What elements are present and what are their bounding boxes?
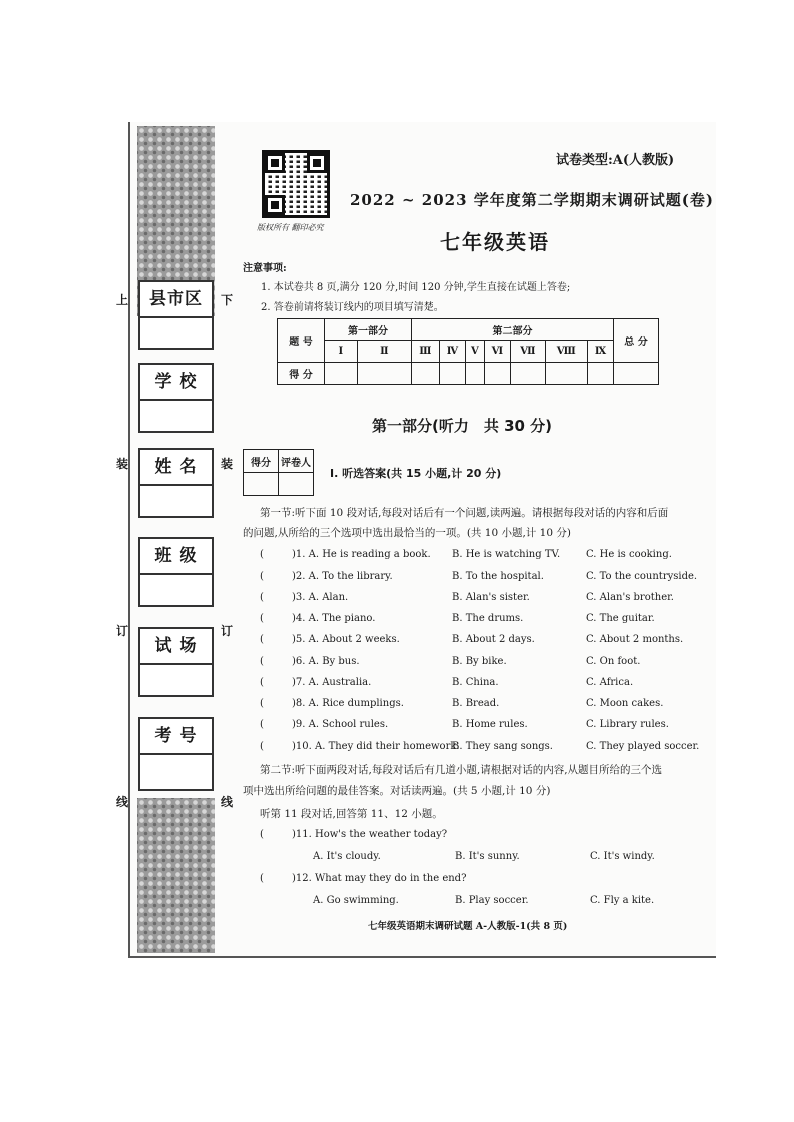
- answer-paren[interactable]: (: [260, 829, 264, 840]
- side-label-zhuang-left: 装: [116, 457, 129, 471]
- side-label-xian-left: 线: [116, 795, 129, 809]
- side-label-ding-left: 订: [116, 624, 129, 638]
- score-row-label-score: 得 分: [278, 363, 325, 385]
- option-a: )8. A. Rice dumplings.: [292, 698, 404, 709]
- score-col-1: Ⅰ: [325, 341, 358, 363]
- score-cell[interactable]: [545, 363, 587, 385]
- dialog-11-instruction: 听第 11 段对话,回答第 11、12 小题。: [260, 808, 443, 820]
- q12-option-c: C. Fly a kite.: [590, 895, 655, 906]
- sub1-instruction-line2: 的问题,从所给的三个选项中选出最恰当的一项。(共 10 小题,计 10 分): [243, 527, 571, 539]
- q11-option-b: B. It's sunny.: [455, 851, 520, 862]
- subject-title: 七年级英语: [440, 230, 550, 254]
- answer-paren[interactable]: (: [260, 634, 264, 645]
- score-col-3: Ⅲ: [411, 341, 439, 363]
- grader-score-cell[interactable]: [244, 473, 279, 496]
- option-a: )1. A. He is reading a book.: [292, 549, 431, 560]
- grader-score-label: 得分: [244, 450, 279, 473]
- side-label-shang: 上: [116, 293, 129, 307]
- copyright-note: 版权所有 翻印必究: [257, 223, 324, 232]
- option-c: C. About 2 months.: [586, 634, 684, 645]
- option-c: C. Alan's brother.: [586, 592, 674, 603]
- qr-code-icon: [262, 150, 330, 218]
- option-b: B. Bread.: [452, 698, 500, 709]
- option-c: C. Library rules.: [586, 719, 669, 730]
- option-a: )10. A. They did their homework.: [292, 741, 460, 752]
- q11-option-c: C. It's windy.: [590, 851, 655, 862]
- option-a: )9. A. School rules.: [292, 719, 389, 730]
- score-row-label-number: 题 号: [278, 319, 325, 363]
- page-footer: 七年级英语期末调研试题 A-人教版-1(共 8 页): [368, 921, 568, 932]
- option-b: B. They sang songs.: [452, 741, 553, 752]
- answer-paren[interactable]: (: [260, 873, 264, 884]
- info-label-class: 班 级: [140, 539, 212, 575]
- info-box-exam-room: [138, 627, 214, 697]
- score-col-2: Ⅱ: [357, 341, 411, 363]
- option-a: )5. A. About 2 weeks.: [292, 634, 400, 645]
- score-total-cell[interactable]: [614, 363, 659, 385]
- q11-option-a: A. It's cloudy.: [313, 851, 381, 862]
- option-c: C. Africa.: [586, 677, 634, 688]
- option-b: B. About 2 days.: [452, 634, 535, 645]
- section-1-title: Ⅰ. 听选答案(共 15 小题,计 20 分): [330, 467, 502, 480]
- sub1-instruction-line1: 第一节:听下面 10 段对话,每段对话后有一个问题,读两遍。请根据每段对话的内容和后面: [260, 507, 669, 519]
- side-label-xian-right: 线: [221, 795, 234, 809]
- option-c: C. To the countryside.: [586, 571, 698, 582]
- option-b: B. He is watching TV.: [452, 549, 561, 560]
- option-a: )3. A. Alan.: [292, 592, 349, 603]
- score-cell[interactable]: [587, 363, 613, 385]
- side-label-ding-right: 订: [221, 624, 234, 638]
- score-cell[interactable]: [466, 363, 485, 385]
- option-a: )4. A. The piano.: [292, 613, 376, 624]
- info-box-exam-number: [138, 717, 214, 791]
- question-stem: )11. How's the weather today?: [292, 829, 448, 840]
- score-part1-header: 第一部分: [325, 319, 412, 341]
- info-box-county: [138, 280, 214, 350]
- option-b: B. Alan's sister.: [452, 592, 530, 603]
- q12-option-b: B. Play soccer.: [455, 895, 529, 906]
- notice-heading: 注意事项:: [243, 263, 287, 274]
- side-label-xia: 下: [221, 293, 234, 307]
- grader-table: [243, 449, 314, 496]
- question-stem: )12. What may they do in the end?: [292, 873, 467, 884]
- score-cell[interactable]: [325, 363, 358, 385]
- option-b: B. By bike.: [452, 656, 507, 667]
- answer-paren[interactable]: (: [260, 592, 264, 603]
- info-field-school[interactable]: [140, 401, 212, 431]
- notice-item-1: 1. 本试卷共 8 页,满分 120 分,时间 120 分钟,学生直接在试题上答卷;: [261, 282, 571, 293]
- exam-title: 2022 ~ 2023 学年度第二学期期末调研试题(卷): [350, 191, 714, 209]
- sub2-instruction-line1: 第二节:听下面两段对话,每段对话后有几道小题,请根据对话的内容,从题目所给的三个选: [260, 764, 663, 776]
- option-a: )2. A. To the library.: [292, 571, 393, 582]
- answer-paren[interactable]: (: [260, 613, 264, 624]
- score-col-5: Ⅴ: [466, 341, 485, 363]
- option-c: C. He is cooking.: [586, 549, 672, 560]
- score-total-header: 总 分: [614, 319, 659, 363]
- info-label-name: 姓 名: [140, 450, 212, 486]
- score-cell[interactable]: [411, 363, 439, 385]
- score-col-9: Ⅸ: [587, 341, 613, 363]
- info-field-exam-number[interactable]: [140, 755, 212, 789]
- option-a: )7. A. Australia.: [292, 677, 372, 688]
- sub2-instruction-line2: 项中选出所给问题的最佳答案。对话读两遍。(共 5 小题,计 10 分): [243, 785, 551, 797]
- option-b: B. To the hospital.: [452, 571, 544, 582]
- info-field-exam-room[interactable]: [140, 665, 212, 695]
- score-cell[interactable]: [511, 363, 545, 385]
- score-col-7: Ⅶ: [511, 341, 545, 363]
- answer-paren[interactable]: (: [260, 677, 264, 688]
- notice-item-2: 2. 答卷前请将装订线内的项目填写清楚。: [261, 302, 444, 313]
- info-field-county[interactable]: [140, 318, 212, 348]
- info-label-school: 学 校: [140, 365, 212, 401]
- info-box-school: [138, 363, 214, 433]
- option-c: C. The guitar.: [586, 613, 655, 624]
- info-field-class[interactable]: [140, 575, 212, 605]
- grader-reviewer-cell[interactable]: [279, 473, 314, 496]
- answer-paren[interactable]: (: [260, 741, 264, 752]
- score-table: [277, 318, 659, 385]
- score-part2-header: 第二部分: [411, 319, 613, 341]
- answer-paren[interactable]: (: [260, 549, 264, 560]
- score-col-6: Ⅵ: [484, 341, 510, 363]
- option-b: B. Home rules.: [452, 719, 528, 730]
- option-c: C. Moon cakes.: [586, 698, 664, 709]
- info-label-exam-room: 试 场: [140, 629, 212, 665]
- side-label-zhuang-right: 装: [221, 457, 234, 471]
- score-col-8: Ⅷ: [545, 341, 587, 363]
- answer-paren[interactable]: (: [260, 571, 264, 582]
- part1-title: 第一部分(听力 共 30 分): [372, 417, 553, 435]
- score-col-4: Ⅳ: [439, 341, 465, 363]
- option-c: C. On foot.: [586, 656, 641, 667]
- option-a: )6. A. By bus.: [292, 656, 360, 667]
- info-label-exam-number: 考 号: [140, 719, 212, 755]
- info-box-name: [138, 448, 214, 518]
- answer-paren[interactable]: (: [260, 656, 264, 667]
- score-cell[interactable]: [357, 363, 411, 385]
- info-field-name[interactable]: [140, 486, 212, 516]
- option-c: C. They played soccer.: [586, 741, 700, 752]
- decorative-pattern-bottom: [137, 798, 215, 953]
- info-box-class: [138, 537, 214, 607]
- info-label-county: 县市区: [140, 282, 212, 318]
- score-cell[interactable]: [484, 363, 510, 385]
- exam-type: 试卷类型:A(人教版): [556, 153, 675, 168]
- option-b: B. The drums.: [452, 613, 524, 624]
- answer-paren[interactable]: (: [260, 719, 264, 730]
- grader-reviewer-label: 评卷人: [279, 450, 314, 473]
- answer-paren[interactable]: (: [260, 698, 264, 709]
- q12-option-a: A. Go swimming.: [313, 895, 399, 906]
- option-b: B. China.: [452, 677, 499, 688]
- score-cell[interactable]: [439, 363, 465, 385]
